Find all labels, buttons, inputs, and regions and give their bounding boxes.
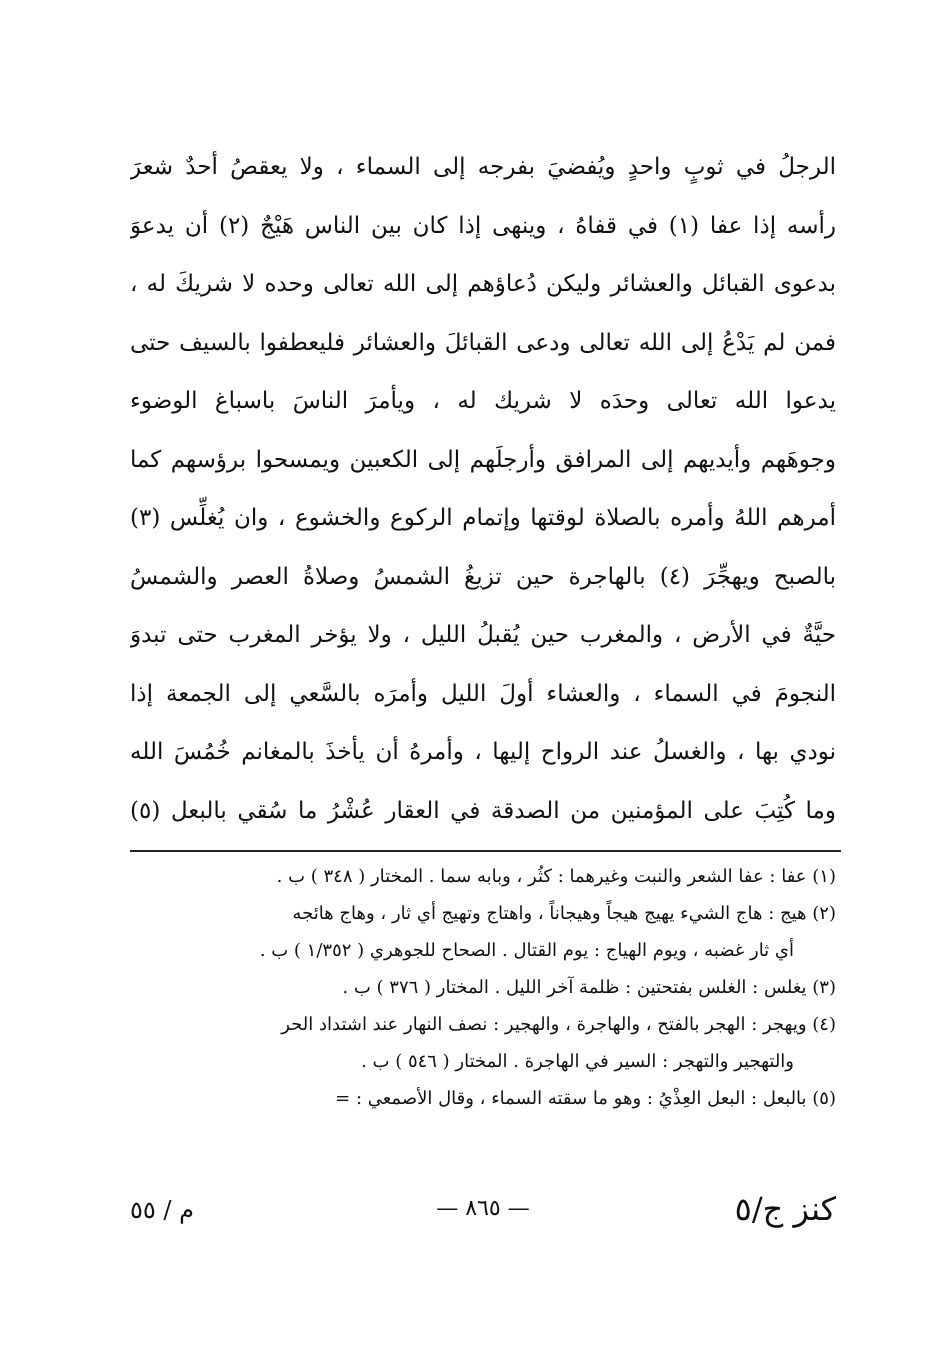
main-text [130,138,836,840]
footnote-1: (١) عفا : عفا الشعر والنبت وغيرهما : كثُر ، وبابه سما . المختار ( ٣٤٨ ) ب . [276,866,836,887]
main-text-line: نودي بها ، والغسلُ عند الرواح إليها ، وأمرهُ أن يأخذَ بالمغانم خُمُسَ الله [130,739,836,765]
main-text-line: النجومَ في السماء ، والعشاء أولَ الليل وأمرَه بالسَّعي إلى الجمعة إذا [130,680,836,707]
main-text-line: يدعوا الله تعالى وحدَه لا شريك له ، ويأمرَ الناسَ باسباغ الوضوء [130,388,836,414]
volume-mark: م / ٥٥ [130,1196,194,1224]
footnote-4-continuation: والتهجير والتهجر : السير في الهاجرة . المختار ( ٥٤٦ ) ب . [361,1051,794,1072]
main-text-line: رأسه إذا عفا (١) في قفاهُ ، وينهى إذا كان بين الناس هَيْجٌ (٢) أن يدعوَ [130,212,836,239]
footnote-5: (٥) بالبعل : البعل العِذْيُ : وهو ما سقته السماء ، وقال الأصمعي : = [335,1088,836,1109]
main-text-line: بالصبح ويهجِّرَ (٤) بالهاجرة حين تزيغُ الشمسُ وصلاةُ العصر والشمسُ [130,563,836,590]
footnote-separator [130,850,841,852]
page-footer [130,1190,836,1240]
footnote-2-continuation: أي ثار غضبه ، ويوم الهياج : يوم القتال . الصحاح للجوهري ( ١/٣٥٢ ) ب . [259,940,794,961]
footnote-4: (٤) ويهجر : الهجر بالفتح ، والهاجرة ، والهجير : نصف النهار عند اشتداد الحر [281,1014,836,1035]
signature-mark: كنز ج/٥ [734,1190,836,1228]
main-text-line: أمرهم اللهُ وأمره بالصلاة لوقتها وإتمام الركوع والخشوع ، وان يُغلِّس (٣) [130,505,836,531]
footnotes [130,858,836,1117]
main-text-line: الرجلُ في ثوبٍ واحدٍ ويُفضيَ بفرجه إلى السماء ، ولا يعقصُ أحدٌ شعرَ [130,154,836,180]
main-text-line: وجوهَهم وأيديهم إلى المرافق وأرجلَهم إلى الكعبين ويمسحوا برؤسهم كما [130,446,836,473]
page-number: — ٨٦٥ — [436,1196,530,1221]
main-text-line: حيَّةٌ في الأرض ، والمغرب حين يُقبلُ الليل ، ولا يؤخر المغرب حتى تبدوَ [130,622,836,648]
main-text-line: بدعوى القبائل والعشائر وليكن دُعاؤهم إلى الله تعالى وحده لا شريكَ له ، [130,271,836,297]
main-text-line: وما كُتِبَ على المؤمنين من الصدقة في العقار عُشْرُ ما سُقي بالبعل (٥) [130,797,836,824]
main-text-line: فمن لم يَدْعُ إلى الله تعالى ودعى القبائلَ والعشائر فليعطفوا بالسيف حتى [130,329,836,356]
footnote-3: (٣) يغلس : الغلس بفتحتين : ظلمة آخر الليل . المختار ( ٣٧٦ ) ب . [342,977,836,998]
footnote-2: (٢) هيج : هاج الشيء يهيج هيجاً وهيجاناً ، واهتاج وتهيج أي ثار ، وهاج هائجه [292,903,836,924]
